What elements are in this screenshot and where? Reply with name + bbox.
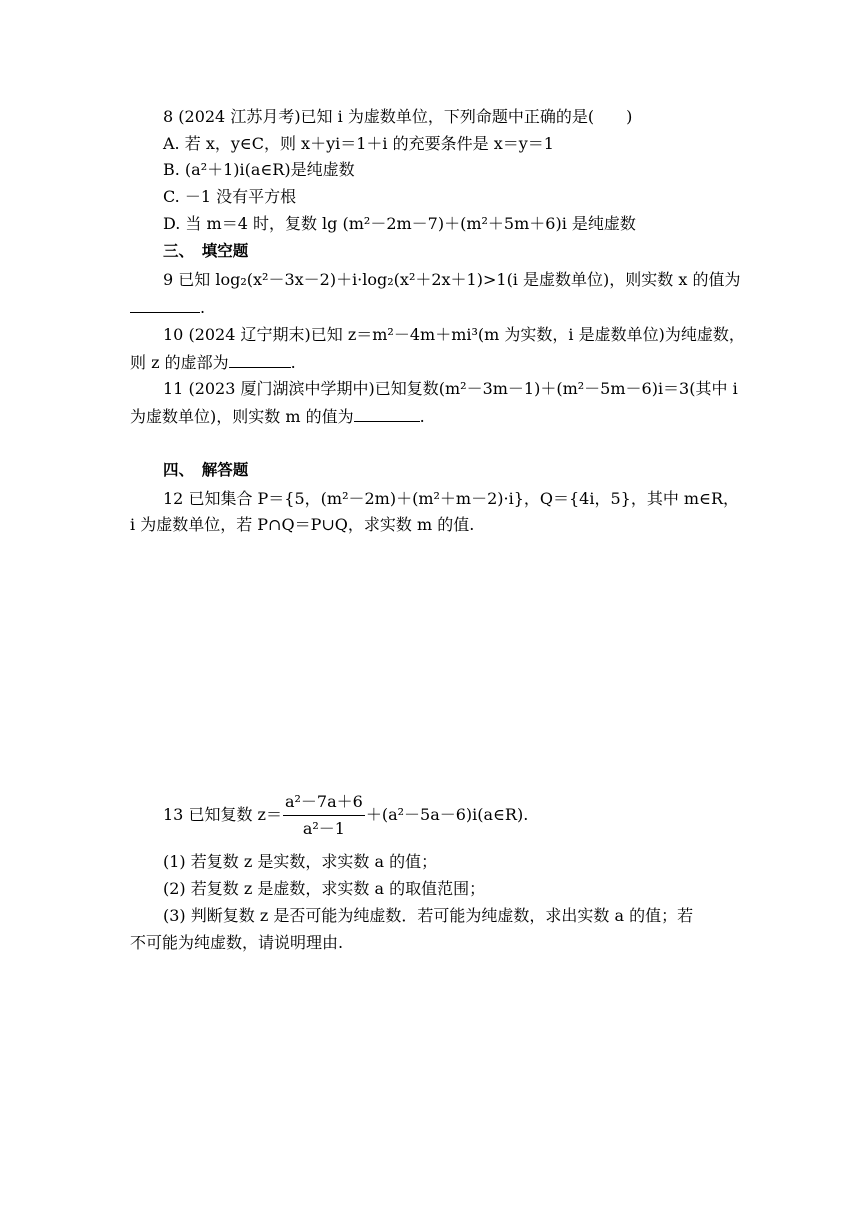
q9-line2 xyxy=(130,296,205,318)
q9-answer-blank xyxy=(130,296,200,313)
q13-part3-line1: (3) 判断复数 z 是否可能为纯虚数．若可能为纯虚数，求出实数 a 的值；若 xyxy=(163,906,694,925)
q11-answer-blank xyxy=(354,405,420,422)
q11-line2-text: 为虚数单位)，则实数 m 的值为 xyxy=(130,407,354,426)
q9-period: . xyxy=(200,298,206,317)
q11-line2 xyxy=(130,405,425,427)
q11-line1: 11 (2023 厦门湖滨中学期中)已知复数(m²－3m－1)＋(m²－5m－6)i＝3(其中 i xyxy=(163,379,738,398)
section-answer-title: 四、 解答题 xyxy=(163,461,249,479)
q13-prefix: 13 已知复数 z＝ xyxy=(163,805,282,824)
q13-part1: (1) 若复数 z 是实数，求实数 a 的值； xyxy=(163,852,438,871)
q10-answer-blank xyxy=(229,351,291,368)
q8-option-b: B. (a²＋1)i(a∈R)是纯虚数 xyxy=(163,160,355,179)
q8-stem: 8 (2024 江苏月考)已知 i 为虚数单位，下列命题中正确的是( ) xyxy=(163,107,633,126)
q9-line1: 9 已知 log₂(x²－3x－2)＋i·log₂(x²＋2x＋1)>1(i 是虚数单位)，则实数 x 的值为 xyxy=(163,270,741,289)
q8-option-a: A. 若 x，y∈C，则 x＋yi＝1＋i 的充要条件是 x＝y＝1 xyxy=(163,134,554,153)
section-fill-blank-title: 三、 填空题 xyxy=(163,242,249,260)
q13-fraction-denominator: a²－1 xyxy=(302,819,345,838)
q13-stem xyxy=(163,790,528,840)
q10-line2-text: 则 z 的虚部为 xyxy=(130,353,229,372)
q12-line1: 12 已知集合 P＝{5，(m²－2m)＋(m²＋m－2)·i}，Q＝{4i，5}，其中 m∈R， xyxy=(163,489,739,508)
q10-line1: 10 (2024 辽宁期末)已知 z＝m²－4m＋mi³(m 为实数，i 是虚数单位)为纯虚数， xyxy=(163,325,745,344)
q8-option-c: C. －1 没有平方根 xyxy=(163,187,297,206)
q13-fraction xyxy=(283,792,365,839)
q11-period: . xyxy=(419,407,425,426)
q10-period: . xyxy=(290,353,296,372)
q13-suffix: ＋(a²－5a－6)i(a∈R). xyxy=(365,805,529,824)
q13-fraction-numerator: a²－7a＋6 xyxy=(283,792,365,816)
q8-option-d: D. 当 m＝4 时，复数 lg (m²－2m－7)＋(m²＋5m＋6)i 是纯虚数 xyxy=(163,214,636,233)
q10-line2 xyxy=(130,351,296,373)
q13-part2: (2) 若复数 z 是虚数，求实数 a 的取值范围； xyxy=(163,879,486,898)
q13-part3-line2: 不可能为纯虚数，请说明理由. xyxy=(130,933,344,952)
q12-line2: i 为虚数单位，若 P∩Q＝P∪Q，求实数 m 的值. xyxy=(130,515,475,534)
